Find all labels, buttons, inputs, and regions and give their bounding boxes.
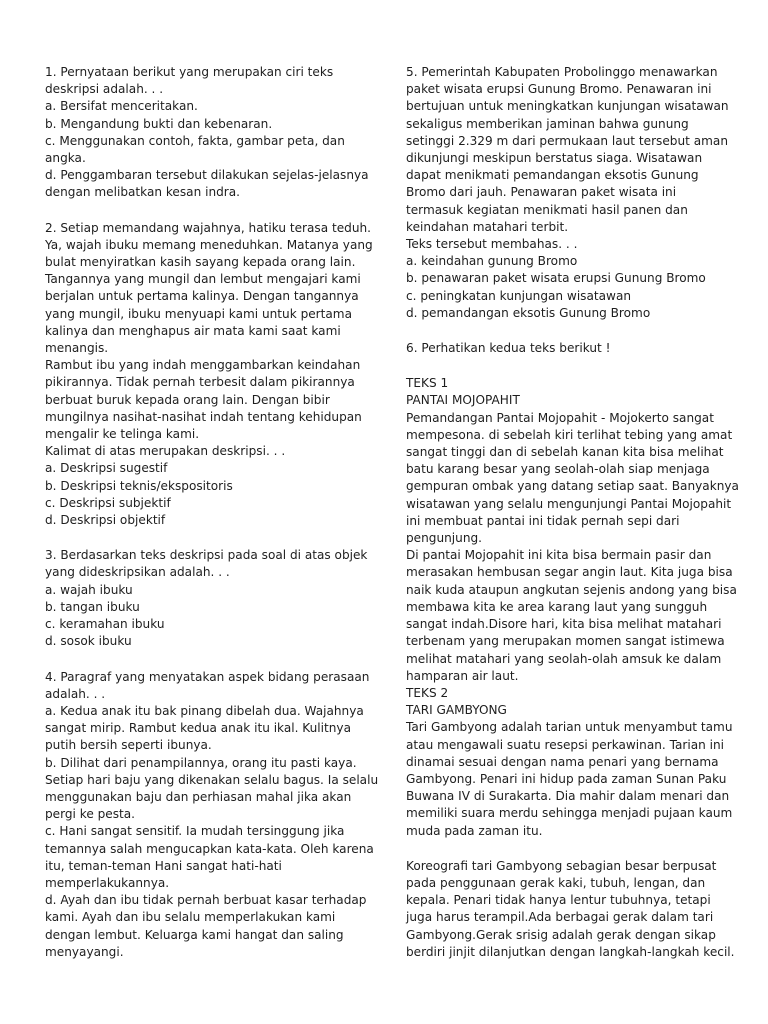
text-line: d. sosok ibuku [45, 634, 132, 649]
text-line: Gambyong. Penari ini hidup pada zaman Sunan Paku [406, 771, 727, 786]
text-line: TEKS 1 [406, 376, 449, 391]
text-line: menggunakan baju dan perhiasan mahal jika akan [45, 789, 352, 804]
text-line: yang mungil, ibuku menyuapi kami untuk pertama [45, 306, 352, 321]
text-line: batu karang besar yang seolah-olah siap menjaga [406, 462, 710, 477]
text-line: Tangannya yang mungil dan lembut mengajari kami [45, 272, 361, 287]
question-block [406, 340, 724, 357]
text-line: c. keramahan ibuku [45, 617, 165, 632]
text-line: keindahan matahari terbit. [406, 219, 569, 234]
text-line: ini membuat pantai ini tidak pernah sepi dari [406, 513, 680, 528]
text-line: sangat indah.Disore hari, kita bisa melihat matahari [406, 617, 722, 632]
paragraph-gap [406, 840, 724, 858]
text-line: sekaligus memberikan jaminan bahwa gunung [406, 116, 689, 131]
text-line: a. wajah ibuku [45, 582, 133, 597]
text-line: pikirannya. Tidak pernah terbesit dalam pikirannya [45, 375, 355, 390]
text-line: termasuk kegiatan menikmati hasil panen dan [406, 202, 688, 217]
text-line: sangat tinggi dan di sebelah kanan kita bisa melihat [406, 445, 724, 460]
text-line: itu, teman-teman Hani sangat hati-hati [45, 858, 282, 873]
text-line: a. Bersifat menceritakan. [45, 99, 198, 114]
text-line: a. Kedua anak itu bak pinang dibelah dua. Wajahnya [45, 703, 364, 718]
text-line: Bromo dari jauh. Penawaran paket wisata ini [406, 185, 677, 200]
text-line: c. peningkatan kunjungan wisatawan [406, 288, 632, 303]
text-line: berbuat buruk kepada orang lain. Dengan bibir [45, 392, 330, 407]
text-line: a. Deskripsi sugestif [45, 461, 168, 476]
question-block [45, 220, 373, 530]
text-line: TEKS 2 [406, 685, 449, 700]
text-line: sangat mirip. Rambut kedua anak itu ikal. Kulitnya [45, 721, 351, 736]
text-line: d. Deskripsi objektif [45, 513, 166, 528]
paragraph-gap [406, 357, 724, 375]
text-line: wisatawan yang selalu mengunjungi Pantai Mojopahit [406, 496, 732, 511]
text-line: 3. Berdasarkan teks deskripsi pada soal di atas objek [45, 548, 368, 563]
text-line: b. Mengandung bukti dan kebenaran. [45, 116, 273, 131]
text-line: dapat menikmati pemandangan eksotis Gunung [406, 168, 699, 183]
question-block [406, 858, 735, 961]
text-line: mungilnya nasihat-nasihat indah tentang kehidupan [45, 409, 362, 424]
text-line: TARI GAMBYONG [406, 703, 507, 718]
text-line: kepala. Penari tidak hanya lentur tubuhnya, tetapi [406, 893, 711, 908]
text-line: c. Hani sangat sensitif. Ia mudah tersinggung jika [45, 824, 345, 839]
text-line: a. keindahan gunung Bromo [406, 254, 578, 269]
text-line: Pemandangan Pantai Mojopahit - Mojokerto sangat [406, 410, 714, 425]
text-line: pergi ke pesta. [45, 807, 136, 822]
text-line: Ya, wajah ibuku memang meneduhkan. Matanya yang [45, 237, 373, 252]
text-line: muda pada zaman itu. [406, 823, 543, 838]
text-line: 6. Perhatikan kedua teks berikut ! [406, 341, 611, 356]
text-line: Di pantai Mojopahit ini kita bisa bermain pasir dan [406, 548, 712, 563]
text-line: Buwana IV di Surakarta. Dia mahir dalam menari dan [406, 789, 730, 804]
text-line: merasakan hembusan segar angin laut. Kita juga bisa [406, 565, 733, 580]
text-line: paket wisata erupsi Gunung Bromo. Penawaran ini [406, 82, 712, 97]
text-line: dengan melibatkan kesan indra. [45, 185, 241, 200]
text-line: temannya salah mengucapkan kata-kata. Oleh karena [45, 841, 374, 856]
question-block [45, 64, 369, 202]
text-line: pada penggunaan gerak kaki, tubuh, lengan, dan [406, 875, 706, 890]
text-line: gempuran ombak yang datang setiap saat. Banyaknya [406, 479, 739, 494]
paragraph-gap [45, 651, 360, 669]
text-line: 1. Pernyataan berikut yang merupakan ciri teks [45, 65, 334, 79]
text-line: d. pemandangan eksotis Gunung Bromo [406, 305, 651, 320]
text-line: melihat matahari yang seolah-olah amsuk ke dalam [406, 651, 722, 666]
text-line: Setiap hari baju yang dikenakan selalu bagus. Ia selalu [45, 772, 379, 787]
text-line: memiliki suara merdu sehingga menjadi pujaan kaum [406, 806, 733, 821]
text-line: juga harus terampil.Ada berbagai gerak dalam tari [406, 910, 714, 925]
text-line: berjalan untuk pertama kalinya. Dengan tangannya [45, 289, 359, 304]
text-line: setinggi 2.329 m dari permukaan laut tersebut aman [406, 133, 728, 148]
text-line: hamparan air laut. [406, 668, 519, 683]
text-line: c. Menggunakan contoh, fakta, gambar peta, dan [45, 133, 345, 148]
text-line: angka. [45, 151, 86, 166]
text-line: 2. Setiap memandang wajahnya, hatiku terasa teduh. [45, 220, 372, 235]
question-block [45, 547, 368, 650]
paragraph-gap [45, 202, 360, 220]
text-line: bulat menyiratkan kasih sayang kepada orang lain. [45, 255, 356, 270]
text-line: dinamai sesuai dengan nama penari yang bernama [406, 754, 719, 769]
text-line: c. Deskripsi subjektif [45, 495, 171, 510]
text-line: Teks tersebut membahas. . . [406, 237, 578, 252]
text-line: b. Deskripsi teknis/ekspositoris [45, 478, 233, 493]
left-column [45, 64, 379, 961]
text-line: d. Penggambaran tersebut dilakukan sejelas-jelasnya [45, 168, 369, 183]
text-line: PANTAI MOJOPAHIT [406, 393, 520, 408]
text-line: adalah. . . [45, 686, 106, 701]
text-line: bertujuan untuk meningkatkan kunjungan wisatawan [406, 99, 729, 114]
text-line: berdiri jinjit dilanjutkan dengan langkah-langkah kecil. [406, 944, 735, 959]
text-line: 4. Paragraf yang menyatakan aspek bidang perasaan [45, 669, 370, 684]
question-block [45, 669, 379, 961]
text-line: menyayangi. [45, 944, 124, 959]
text-line: Gambyong.Gerak srisig adalah gerak dengan sikap [406, 927, 716, 942]
text-line: Tari Gambyong adalah tarian untuk menyambut tamu [406, 720, 733, 735]
text-line: putih bersih seperti ibunya. [45, 738, 212, 753]
text-line: dikunjungi meskipun berstatus siaga. Wisatawan [406, 151, 703, 166]
text-line: memperlakukannya. [45, 875, 170, 890]
text-line: mengalir ke telinga kami. [45, 427, 200, 442]
text-line: Kalimat di atas merupakan deskripsi. . . [45, 444, 286, 459]
text-line: kami. Ayah dan ibu selalu memperlakukan kami [45, 910, 336, 925]
paragraph-gap [45, 529, 360, 547]
text-line: terbenam yang merupakan momen sangat istimewa [406, 634, 725, 649]
text-line: mempesona. di sebelah kiri terlihat tebing yang amat [406, 427, 733, 442]
text-line: kalinya dan menghapus air mata kami saat kami [45, 323, 341, 338]
text-line: membawa kita ke area karang laut yang sungguh [406, 599, 708, 614]
text-line: deskripsi adalah. . . [45, 82, 164, 97]
question-block [406, 64, 729, 322]
text-line: dengan lembut. Keluarga kami hangat dan saling [45, 927, 344, 942]
text-line: menangis. [45, 341, 109, 356]
text-line: d. Ayah dan ibu tidak pernah berbuat kasar terhadap [45, 893, 367, 908]
paragraph-gap [406, 322, 724, 340]
text-line: Rambut ibu yang indah menggambarkan keindahan [45, 358, 361, 373]
text-line: 5. Pemerintah Kabupaten Probolinggo menawarkan [406, 65, 718, 79]
text-line: yang dideskripsikan adalah. . . [45, 565, 230, 580]
text-line: b. tangan ibuku [45, 599, 140, 614]
text-line: atau mengawali suatu resepsi perkawinan. Tarian ini [406, 737, 725, 752]
text-line: Koreografi tari Gambyong sebagian besar berpusat [406, 858, 717, 873]
right-column [406, 64, 739, 961]
text-line: naik kuda ataupun angkutan sejenis andong yang bisa [406, 582, 737, 597]
text-line: b. penawaran paket wisata erupsi Gunung Bromo [406, 271, 706, 286]
question-block [406, 375, 739, 839]
text-line: b. Dilihat dari penampilannya, orang itu pasti kaya. [45, 755, 357, 770]
text-line: pengunjung. [406, 531, 482, 546]
